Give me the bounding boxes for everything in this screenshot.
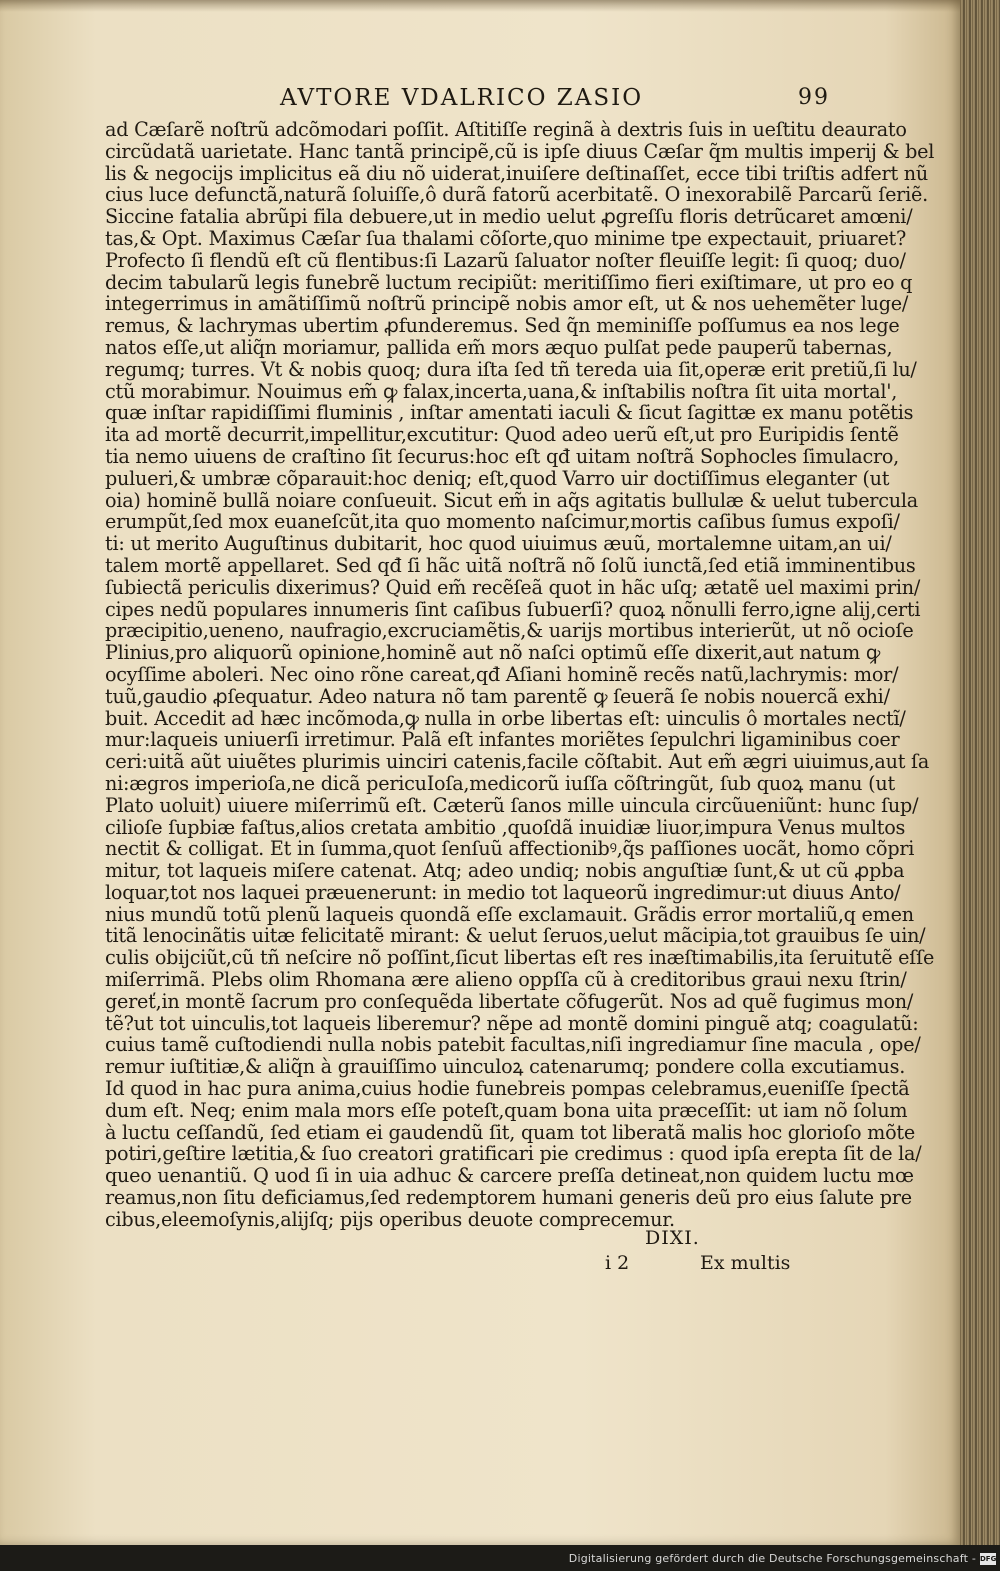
text-line: cuius tamẽ cuſtodiendi nulla nobis patebit facultas,niſi ingrediamur ſine macula , ope/	[105, 1033, 921, 1057]
text-line: remus, & lachrymas ubertim ꝓfunderemus. Sed q̃n meminiſſe poſſumus ea nos lege	[105, 314, 900, 338]
text-line: cius luce defunctã,naturã ſoluiſſe,ô durã fatorũ acerbitatẽ. O inexorabilẽ Parcarũ ſeriẽ.	[105, 183, 928, 207]
book-fore-edge	[960, 0, 1000, 1545]
text-line: mur:laqueis uniuerſi irretimur. Palã eſt infantes moriẽtes ſepulchri ligaminibus coer	[105, 728, 900, 752]
text-line: ſubiectã periculis dixerimus? Quid em̃ recẽſeã quot in hãc uſq; ætatẽ uel maximi prin/	[105, 575, 921, 599]
footer-bar	[0, 1545, 1000, 1571]
text-line: quæ inſtar rapidiſſimi fluminis , inſtar amentati iaculi & ſicut ſagittæ ex manu potẽtis	[105, 401, 914, 425]
text-line: Plinius,pro aliquorũ opinione,hominẽ aut nõ naſci optimũ eſſe dixerit,aut natum ꝙ	[105, 641, 880, 665]
text-line: mitur, tot laqueis miſere catenat. Atq; adeo undiq; nobis anguſtiæ ſunt,& ut cũ ꝓpba	[105, 859, 905, 883]
running-head-title: AVTORE VDALRICO ZASIO	[280, 85, 644, 111]
footer-credit: Digitalisierung gefördert durch die Deutsche Forschungsgemeinschaft -	[568, 1552, 976, 1565]
text-line: ad Cæſarẽ noſtrũ adcõmodari poſſit. Aſtitiſſe reginã à dextris ſuis in ueſtitu deaurato	[105, 118, 907, 141]
text-line: Id quod in hac pura anima,cuius hodie funebreis pompas celebramus,eueniſſe ſpectã	[105, 1077, 910, 1101]
text-line: talem mortẽ appellaret. Sed qđ ſi hãc uitã noſtrã nõ ſolũ iunctã,ſed etiã imminentibus	[105, 553, 916, 577]
text-line: integerrimus in amãtiſſimũ noſtrũ principẽ nobis amor eſt, ut & nos uehemẽter luge/	[105, 292, 909, 316]
text-line: reamus,non ſitu deficiamus,ſed redemptorem humani generis deũ pro eius ſalute pre	[105, 1186, 912, 1210]
closing-word: DIXI.	[645, 1227, 700, 1249]
text-line: decim tabularũ legis funebrẽ luctum recipiũt: meritiſſimo fieri exiſtimare, ut pro eo q	[105, 270, 913, 294]
text-line: ocyſſime aboleri. Nec oino rõne careat,qđ Aſiani hominẽ recẽs natũ,lachrymis: mor/	[105, 662, 899, 686]
text-line: tuũ,gaudio ꝓſequatur. Adeo natura nõ tam parentẽ ꝙ ſeuerã ſe nobis nouercã exhi/	[105, 684, 890, 708]
text-line: culis obijciũt,cũ tñ neſcire nõ poſſint,ſicut libertas eſt res inæſtimabilis,ita ſeruitutẽ eſſe	[105, 946, 935, 970]
catchword: Ex multis	[700, 1252, 791, 1274]
signature-mark: i 2	[605, 1252, 630, 1274]
text-line: regumq; turres. Vt & nobis quoq; dura iſta ſed tñ tereda uia ſit,operæ erit pretiũ,ſi lu/	[105, 357, 917, 381]
text-line: ita ad mortẽ decurrit,impellitur,excutitur: Quod adeo uerũ eſt,ut pro Euripidis ſentẽ	[105, 423, 899, 447]
text-line: dum eſt. Neq; enim mala mors eſſe poteſt,quam bona uita præceſſit: ut iam nõ ſolum	[105, 1098, 908, 1122]
text-line: miſerrimã. Plebs olim Rhomana ære alieno oppſſa cũ à creditoribus graui nexu ſtrin/	[105, 968, 907, 992]
text-line: præcipitio,ueneno, naufragio,excruciamẽtis,& uarijs mortibus interierũt, ut nõ ocioſe	[105, 619, 914, 643]
text-line: nectit & colligat. Et in ſumma,quot ſenſuũ affectionibꝰ,q̃s paſſiones uocãt, homo cõpri	[105, 837, 915, 861]
text-line: loquar,tot nos laquei præuenerunt: in medio tot laqueorũ ingredimur:ut diuus Anto/	[105, 880, 901, 904]
text-line: queo uenantiũ. Q uod ſi in uia adhuc & carcere preſſa detineat,non quidem luctu mœ	[105, 1164, 914, 1188]
body-text	[105, 118, 935, 1231]
text-line: ctũ morabimur. Nouimus em̃ ꝙ falax,incerta,uana,& inſtabilis noſtra ſit uita mortal',	[105, 379, 898, 403]
text-line: Plato uoluit) uiuere miſerrimũ eſt. Cæterũ ſanos mille uincula circũueniũnt: hunc ſup/	[105, 793, 919, 817]
text-line: cilioſe ſupbiæ faſtus,alios cretata ambitio ,quoſdã inuidiæ liuor,impura Venus multos	[105, 815, 906, 839]
text-line: lis & negocijs implicitus eã diu nõ uiderat,inuiſere deſtinaſſet, ecce tibi triſtis adfert nũ	[105, 161, 928, 185]
text-line: pulueri,& umbræ cõparauit:hoc deniq; eſt,quod Varro uir doctiſſimus eleganter (ut	[105, 466, 890, 490]
text-line: buit. Accedit ad hæc incõmoda,ꝙ nulla in orbe libertas eſt: uinculis ô mortales nectĩ/	[105, 706, 906, 730]
text-line: ceri:uitã aũt uiuẽtes plurimis uinciri catenis,facile cõſtabit. Aut em̃ ægri uiuimus,aut ſa	[105, 750, 930, 774]
text-line: oia) hominẽ bullã noiare conſueuit. Sicut em̃ in aq̃s agitatis bullulæ & uelut tubercula	[105, 488, 918, 512]
text-line: ti: ut merito Auguſtinus dubitarit, hoc quod uiuimus æuũ, mortalemne uitam,an ui/	[105, 532, 892, 556]
text-line: erumpũt,ſed mox euaneſcũt,ita quo momento naſcimur,mortis caſibus ſumus expoſi/	[105, 510, 900, 534]
text-line: circũdatã uarietate. Hanc tantã principẽ,cũ is ipſe diuus Cæſar q̃m multis imperij & bel	[105, 139, 935, 163]
text-line: potiri,geſtire lætitia,& ſuo creatori gratificari pie credimus : quod ipſa erepta ſit de la/	[105, 1142, 922, 1166]
text-line: titã lenocinãtis uitæ felicitatẽ mirant: & uelut ſeruos,uelut mãcipia,tot grauibus ſe uin/	[105, 924, 926, 948]
page-number: 99	[798, 85, 830, 110]
text-line: tia nemo uiuens de craſtino ſit ſecurus:hoc eſt qđ uitam noſtrã Sophocles ſimulacro,	[105, 444, 900, 468]
text-line: cipes nedũ populares innumeris ſint caſibus ſubuerſi? quoꝝ nõnulli ferro,igne alij,certi	[105, 597, 921, 621]
dfg-logo-icon: DFG	[980, 1555, 997, 1563]
text-line: remur iuſtitiæ,& aliq̃n à grauiſſimo uinculoꝝ catenarumq; pondere colla excutiamus.	[105, 1055, 906, 1079]
text-line: natos eſſe,ut aliq̃n moriamur, pallida em̃ mors æquo pulſat pede pauperũ tabernas,	[105, 335, 893, 359]
text-line: à luctu ceſſandũ, ſed etiam ei gaudendũ ſit, quam tot liberatã malis hoc glorioſo mõte	[105, 1120, 915, 1144]
text-line: cibus,eleemoſynis,alijſq; pijs operibus deuote comprecemur.	[105, 1207, 675, 1231]
text-line: nius mundũ totũ plenũ laqueis quondã eſſe exclamauit. Grãdis error mortaliũ,q emen	[105, 902, 914, 926]
text-line: ni:ægros imperioſa,ne dicã pericuIoſa,medicorũ iuſſa cõſtringũt, ſub quoꝝ manu (ut	[105, 771, 895, 795]
text-line: Profecto ſi flendũ eſt cũ flentibus:ſi Lazarũ ſaluator noſter fleuiſſe legit: ſi quoq; duo/	[105, 248, 906, 272]
text-line: Siccine fatalia abrũpi fila debuere,ut in medio uelut ꝓgreſſu floris detrũcaret amœni/	[105, 205, 913, 229]
text-line: gereť,in montẽ ſacrum pro conſequẽda libertate cõfugerũt. Nos ad quẽ fugimus mon/	[105, 989, 914, 1013]
text-line: tas,& Opt. Maximus Cæſar ſua thalami cõſorte,quo minime tpe expectauit, priuaret?	[105, 226, 907, 250]
text-line: tẽ?ut tot uinculis,tot laqueis liberemur? nẽpe ad montẽ domini pinguẽ atq; coagulatũ:	[105, 1011, 919, 1035]
